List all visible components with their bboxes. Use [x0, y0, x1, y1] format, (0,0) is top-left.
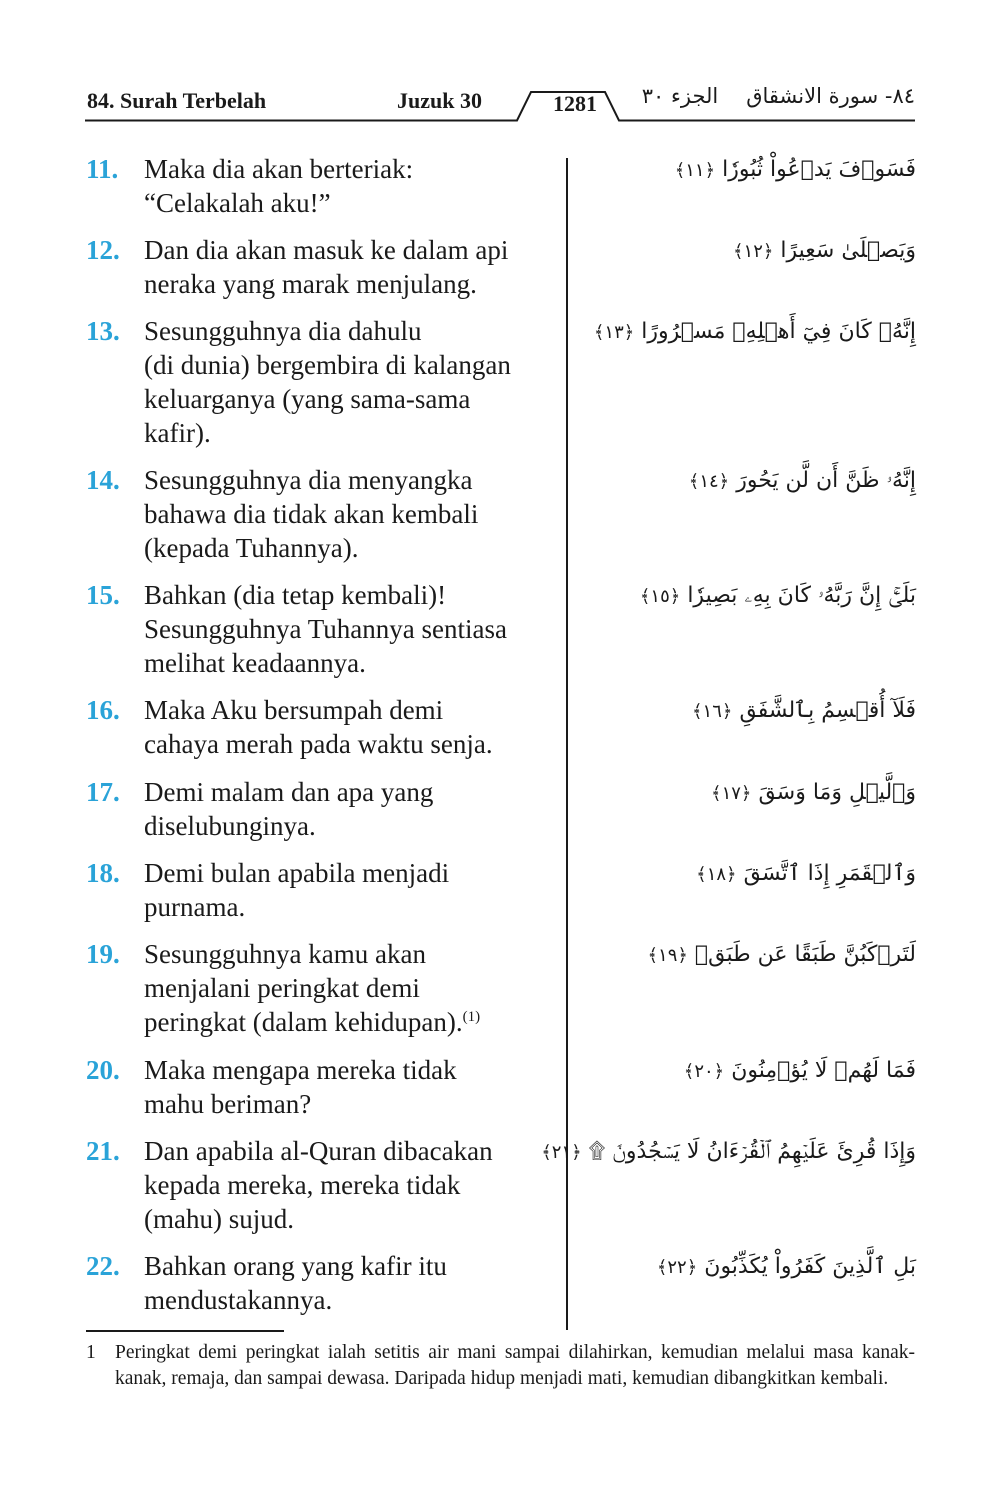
verse-translation: Dan apabila al-Quran dibacakan kepada mereka, mereka tidak (mahu) sujud. [144, 1136, 493, 1234]
ayah-end-marker: ﴿٢١﴾ [541, 1142, 582, 1163]
ayah-end-marker: ﴿١٤﴾ [688, 471, 730, 492]
verse-number: 21. [86, 1136, 120, 1166]
surah-title-arabic: ٨٤- سورة الانشقاق [746, 84, 915, 108]
verse-number: 20. [86, 1055, 120, 1085]
verse-translation: Sesungguhnya dia menyangka bahawa dia tidak akan kembali (kepada Tuhannya). [144, 465, 479, 563]
verse-translation: Demi malam dan apa yang diselubunginya. [144, 777, 434, 841]
verse-arabic: فَمَا لَهُمۡ لَا يُؤۡمِنُونَ ﴿٢٠﴾ [683, 1058, 916, 1083]
verse-number: 22. [86, 1251, 120, 1281]
ayah-end-marker: ﴿١٨﴾ [696, 864, 737, 885]
verse-number: 18. [86, 858, 120, 888]
ayah-end-marker: ﴿١٢﴾ [732, 241, 774, 262]
verse-translation: Maka mengapa mereka tidak mahu beriman? [144, 1055, 457, 1119]
ayah-end-marker: ﴿١٣﴾ [593, 322, 635, 343]
verse-translation: Sesungguhnya dia dahulu (di dunia) bergembira di kalangan keluarganya (yang sama-sama kafir). [144, 316, 511, 448]
page-header [85, 82, 915, 122]
verse-translation: Demi bulan apabila menjadi purnama. [144, 858, 450, 922]
verse-arabic: وَٱلَّيۡلِ وَمَا وَسَقَ ﴿١٧﴾ [711, 780, 916, 805]
juz-label-latin: Juzuk 30 [397, 88, 482, 113]
verse-arabic: إِنَّهُۥ كَانَ فِيٓ أَهۡلِهِۦ مَسۡرُورًا ﴿١٣﴾ [593, 319, 916, 344]
page-number: 1281 [553, 91, 597, 116]
verse-translation: Bahkan (dia tetap kembali)! Sesungguhnya Tuhannya sentiasa melihat keadaannya. [144, 580, 507, 678]
verse-number: 14. [86, 465, 120, 495]
ayah-end-marker: ﴿٢٠﴾ [683, 1061, 725, 1082]
footnote-rule [86, 1330, 284, 1332]
verse-number: 19. [86, 939, 120, 969]
ayah-end-marker: ﴿١٧﴾ [711, 783, 752, 804]
ayah-end-marker: ﴿١٩﴾ [647, 945, 688, 966]
verse-translation: Maka dia akan berteriak: “Celakalah aku!” [144, 154, 414, 218]
verse-number: 16. [86, 695, 120, 725]
verse-translation: Maka Aku bersumpah demi cahaya merah pada waktu senja. [144, 695, 493, 759]
verse-number: 13. [86, 316, 120, 346]
ayah-end-marker: ﴿٢٢﴾ [656, 1257, 698, 1278]
verse-arabic: لَتَرۡكَبُنَّ طَبَقًا عَن طَبَقٖ ﴿١٩﴾ [647, 942, 916, 967]
verse-arabic: وَٱلۡقَمَرِ إِذَا ٱتَّسَقَ ﴿١٨﴾ [696, 861, 916, 886]
verse-arabic: بَلَىٰٓۚ إِنَّ رَبَّهُۥ كَانَ بِهِۦ بَصِيرٗا ﴿١٥﴾ [639, 583, 916, 608]
verse-arabic: إِنَّهُۥ ظَنَّ أَن لَّن يَحُورَ ﴿١٤﴾ [688, 468, 916, 493]
verse-translation: Bahkan orang yang kafir itu mendustakannya. [144, 1251, 447, 1315]
verse-arabic: وَإِذَا قُرِئَ عَلَيۡهِمُ ٱلۡقُرۡءَانُ لَا يَسۡجُدُونَۤ ۩ ﴿٢١﴾ [541, 1139, 916, 1164]
ayah-end-marker: ﴿١٦﴾ [692, 701, 733, 722]
footnote-reference: (1) [462, 1009, 481, 1025]
verse-translation: Dan dia akan masuk ke dalam api neraka yang marak menjulang. [144, 235, 509, 299]
verse-translation: Sesungguhnya kamu akan menjalani peringkat demi peringkat (dalam kehidupan).$^{(1)}$ [144, 939, 481, 1037]
verse-number: 17. [86, 777, 120, 807]
verse-arabic: وَيَصۡلَىٰ سَعِيرًا ﴿١٢﴾ [732, 238, 916, 263]
verse-arabic: فَلَآ أُقۡسِمُ بِٱلشَّفَقِ ﴿١٦﴾ [692, 698, 916, 723]
juz-label-arabic: الجزء ٣٠ [641, 84, 719, 108]
ayah-end-marker: ﴿١٥﴾ [639, 586, 681, 607]
footnote-text: Peringkat demi peringkat ialah setitis air mani sampai dilahirkan, kemudian melalui masa kanak-kanak, remaja, dan sampai dewasa. Daripada hidup menjadi mati, kemudian dibangkitkan kembali. [115, 1342, 915, 1389]
verse-arabic: فَسَوۡفَ يَدۡعُواْ ثُبُورٗا ﴿١١﴾ [674, 157, 916, 182]
footnote-number: 1 [86, 1342, 96, 1363]
verse-arabic: بَلِ ٱلَّذِينَ كَفَرُواْ يُكَذِّبُونَ ﴿٢٢﴾ [656, 1254, 916, 1279]
ayah-end-marker: ﴿١١﴾ [674, 160, 716, 181]
verse-number: 11. [86, 154, 119, 184]
verse-number: 15. [86, 580, 120, 610]
verse-number: 12. [86, 235, 120, 265]
surah-title-latin: 84. Surah Terbelah [87, 88, 267, 113]
